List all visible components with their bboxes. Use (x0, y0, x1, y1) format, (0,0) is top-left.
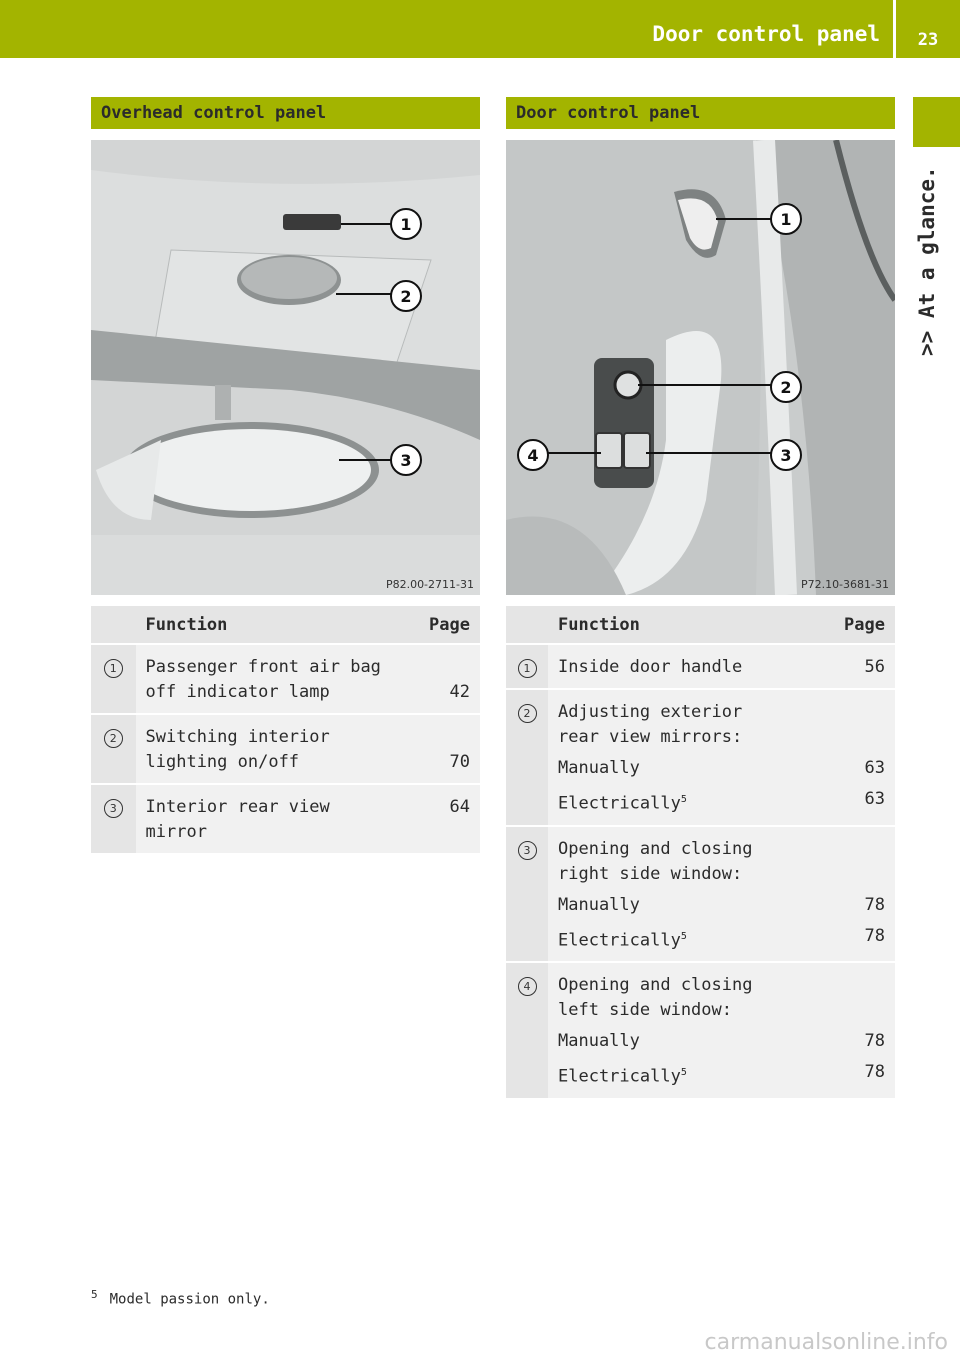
table-header-function: Function (136, 606, 401, 644)
electric-option: Electrically$^5$ (558, 930, 687, 951)
door-function-table (506, 606, 895, 1100)
svg-text:1: 1 (400, 215, 412, 234)
page-ref: 63 (864, 758, 885, 778)
function-cell: Passenger front air bag off indicator lamp (136, 644, 401, 714)
footnote-text: Model passion only. (109, 1291, 270, 1308)
table-row (506, 962, 895, 1099)
chapter-label: >> At a glance. (915, 166, 939, 356)
electric-option: Electrically$^5$ (558, 793, 687, 814)
svg-text:2: 2 (780, 378, 792, 397)
footnote (91, 1288, 270, 1308)
callout-2 (771, 372, 801, 402)
svg-text:4: 4 (527, 446, 539, 465)
page-ref: 70 (449, 752, 470, 772)
door-heading: Door control panel (506, 97, 895, 129)
item-number: 1 (104, 659, 123, 678)
page-ref: 64 (449, 797, 470, 817)
svg-text:1: 1 (780, 210, 792, 229)
footnote-ref: 5 (680, 794, 687, 805)
page-number: 23 (917, 30, 939, 50)
callout-3 (771, 440, 801, 470)
footnote-mark: 5 (91, 1288, 98, 1301)
callout-1 (391, 209, 421, 239)
manual-option: Manually (558, 894, 640, 915)
function-cell: Opening and closing right side window: (558, 838, 753, 884)
callout-3 (391, 445, 421, 475)
item-number: 2 (518, 704, 537, 723)
overhead-section (91, 97, 480, 855)
table-row (91, 644, 480, 714)
callout-1 (771, 204, 801, 234)
function-cell: Switching interior lighting on/off (136, 714, 401, 784)
overhead-illustration (91, 140, 480, 595)
item-number: 2 (104, 729, 123, 748)
table-row (91, 784, 480, 854)
table-header-num (506, 606, 548, 644)
item-number: 4 (518, 977, 537, 996)
table-header-page: Page (820, 606, 895, 644)
item-number: 3 (104, 799, 123, 818)
door-illustration (506, 140, 895, 595)
item-number: 1 (518, 659, 537, 678)
page-ref: 56 (864, 657, 885, 677)
page-ref: 78 (864, 894, 885, 915)
table-row (506, 644, 895, 689)
table-row (91, 714, 480, 784)
item-number: 3 (518, 841, 537, 860)
table-header-page: Page (401, 606, 481, 644)
page-ref: 78 (864, 925, 885, 946)
electric-option: Electrically$^5$ (558, 1066, 687, 1087)
function-cell: Interior rear view mirror (136, 784, 401, 854)
footnote-ref: 5 (680, 1067, 687, 1079)
overhead-function-table (91, 606, 480, 855)
page-ref: 42 (449, 682, 470, 702)
page-title: Door control panel (652, 22, 880, 46)
overhead-heading: Overhead control panel (91, 97, 480, 129)
manual-option: Manually (558, 1031, 640, 1052)
page-ref: 78 (864, 1031, 885, 1052)
callout-4 (518, 440, 548, 470)
callout-2 (391, 281, 421, 311)
table-header-num (91, 606, 136, 644)
svg-text:2: 2 (400, 287, 412, 306)
function-cell: Inside door handle (548, 644, 820, 689)
page-header (0, 0, 960, 58)
overhead-photo (91, 140, 480, 595)
door-section (506, 97, 895, 1100)
table-header-row (506, 606, 895, 644)
table-row (506, 689, 895, 826)
footnote-ref: 5 (680, 930, 687, 942)
table-header-row (91, 606, 480, 644)
function-cell: Adjusting exterior rear view mirrors: (558, 702, 743, 747)
watermark: carmanualsonline.info (704, 1330, 948, 1355)
table-header-function: Function (548, 606, 820, 644)
door-photo (506, 140, 895, 595)
page-ref: 63 (864, 789, 885, 809)
function-cell: Opening and closing left side window: (558, 975, 753, 1021)
image-reference: P82.00-2711-31 (385, 578, 474, 591)
svg-text:3: 3 (780, 446, 792, 465)
image-reference: P72.10-3681-31 (800, 578, 889, 591)
page-ref: 78 (864, 1062, 885, 1083)
manual-option: Manually (558, 758, 640, 778)
chapter-tab (913, 97, 960, 147)
table-row (506, 826, 895, 963)
svg-text:3: 3 (400, 451, 412, 470)
